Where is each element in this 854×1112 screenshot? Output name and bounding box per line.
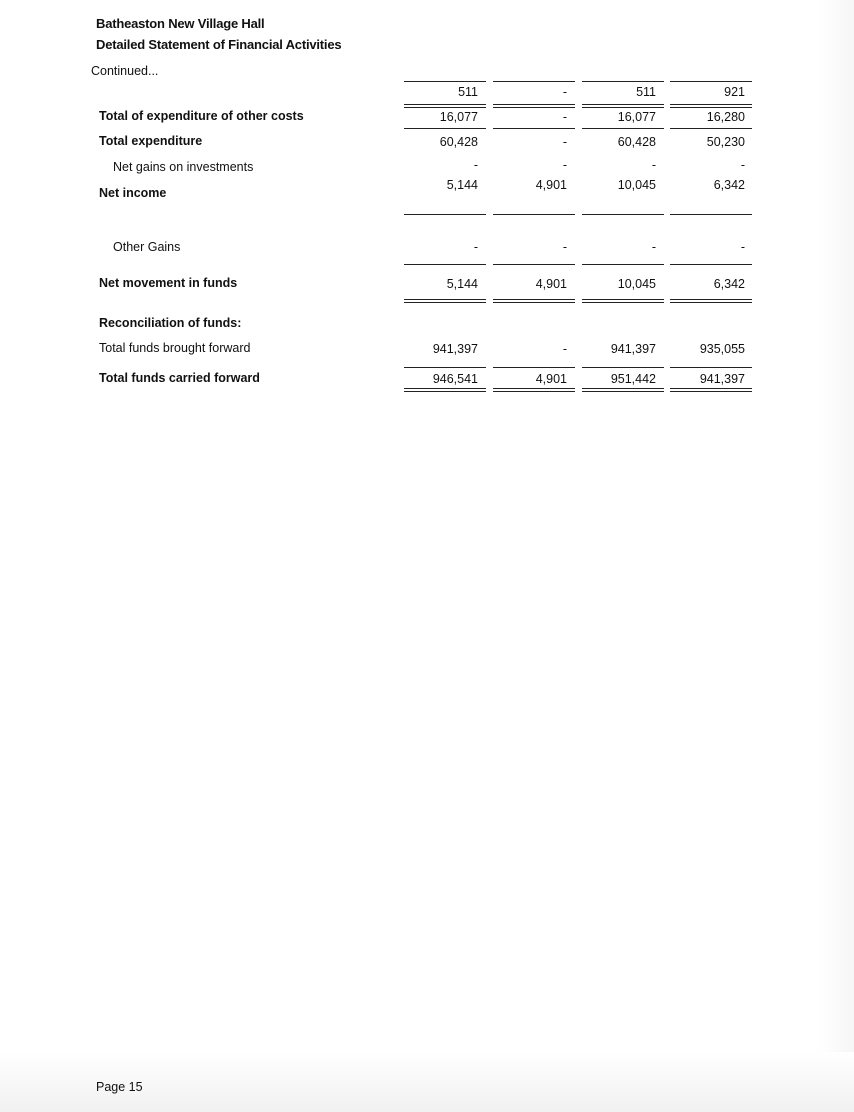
label-total-other-costs: Total of expenditure of other costs <box>99 109 304 123</box>
rule-movement-a-c4 <box>670 299 752 300</box>
rule-net-income-c1 <box>404 214 486 215</box>
cell-net-gains-c2: - <box>562 158 567 172</box>
cell-carried-forward-c4: 941,397 <box>699 372 745 386</box>
rule-double-b-c3 <box>582 107 664 108</box>
rule-double-a-c2 <box>493 104 575 105</box>
rule-movement-a-c1 <box>404 299 486 300</box>
rule-cf-top-c2 <box>493 367 575 368</box>
organisation-name: Batheaston New Village Hall <box>96 16 265 31</box>
rule-other-costs-c3 <box>582 128 664 129</box>
rule-double-b-c1 <box>404 107 486 108</box>
cell-brought-forward-c3: 941,397 <box>610 342 656 356</box>
cell-net-gains-c4: - <box>740 158 745 172</box>
label-total-expenditure: Total expenditure <box>99 134 203 148</box>
rule-movement-a-c3 <box>582 299 664 300</box>
rule-cf-a-c2 <box>493 388 575 389</box>
scan-edge-shade <box>818 0 854 1112</box>
cell-other-gains-c2: - <box>562 240 567 254</box>
cell-net-income-c2: 4,901 <box>535 178 567 192</box>
cell-other-gains-c4: - <box>740 240 745 254</box>
rule-net-income-c3 <box>582 214 664 215</box>
label-brought-forward: Total funds brought forward <box>99 341 251 355</box>
rule-other-gains-c2 <box>493 264 575 265</box>
cell-carried-forward-c2: 4,901 <box>535 372 567 386</box>
rule-net-income-c2 <box>493 214 575 215</box>
cell-prev-c2: - <box>562 85 567 99</box>
cell-expenditure-c1: 60,428 <box>439 135 478 149</box>
rule-cf-a-c4 <box>670 388 752 389</box>
cell-net-gains-c3: - <box>651 158 656 172</box>
cell-net-movement-c4: 6,342 <box>713 277 745 291</box>
rule-movement-b-c2 <box>493 302 575 303</box>
rule-double-b-c4 <box>670 107 752 108</box>
label-net-gains: Net gains on investments <box>113 160 254 174</box>
cell-expenditure-c2: - <box>562 135 567 149</box>
rule-double-a-c3 <box>582 104 664 105</box>
rule-cf-a-c1 <box>404 388 486 389</box>
rule-double-a-c1 <box>404 104 486 105</box>
rule-cf-top-c3 <box>582 367 664 368</box>
rule-movement-b-c4 <box>670 302 752 303</box>
cell-net-movement-c3: 10,045 <box>617 277 656 291</box>
rule-cf-top-c4 <box>670 367 752 368</box>
rule-cf-top-c1 <box>404 367 486 368</box>
cell-other-costs-c1: 16,077 <box>439 110 478 124</box>
cell-net-income-c3: 10,045 <box>617 178 656 192</box>
label-other-gains: Other Gains <box>113 240 181 254</box>
label-reconciliation: Reconciliation of funds: <box>99 316 242 330</box>
cell-other-costs-c3: 16,077 <box>617 110 656 124</box>
cell-other-costs-c4: 16,280 <box>706 110 745 124</box>
rule-top-c3 <box>582 81 664 82</box>
rule-double-b-c2 <box>493 107 575 108</box>
cell-brought-forward-c4: 935,055 <box>699 342 745 356</box>
rule-other-costs-c1 <box>404 128 486 129</box>
cell-brought-forward-c2: - <box>562 342 567 356</box>
label-carried-forward: Total funds carried forward <box>99 371 260 385</box>
label-net-movement: Net movement in funds <box>99 276 238 290</box>
rule-other-gains-c1 <box>404 264 486 265</box>
cell-net-income-c1: 5,144 <box>446 178 478 192</box>
rule-cf-a-c3 <box>582 388 664 389</box>
statement-title: Detailed Statement of Financial Activities <box>96 37 342 52</box>
cell-other-gains-c1: - <box>473 240 478 254</box>
rule-double-a-c4 <box>670 104 752 105</box>
rule-other-gains-c3 <box>582 264 664 265</box>
cell-net-movement-c1: 5,144 <box>446 277 478 291</box>
cell-other-gains-c3: - <box>651 240 656 254</box>
rule-movement-b-c1 <box>404 302 486 303</box>
rule-cf-b-c4 <box>670 391 752 392</box>
cell-other-costs-c2: - <box>562 110 567 124</box>
continued-note: Continued... <box>91 64 159 78</box>
rule-cf-b-c1 <box>404 391 486 392</box>
cell-expenditure-c4: 50,230 <box>706 135 745 149</box>
rule-top-c2 <box>493 81 575 82</box>
rule-movement-a-c2 <box>493 299 575 300</box>
rule-cf-b-c2 <box>493 391 575 392</box>
cell-prev-c3: 511 <box>636 85 656 99</box>
cell-carried-forward-c3: 951,442 <box>610 372 656 386</box>
cell-brought-forward-c1: 941,397 <box>432 342 478 356</box>
label-net-income: Net income <box>99 186 167 200</box>
cell-net-movement-c2: 4,901 <box>535 277 567 291</box>
cell-net-income-c4: 6,342 <box>713 178 745 192</box>
rule-cf-b-c3 <box>582 391 664 392</box>
cell-prev-c4: 921 <box>724 85 745 99</box>
rule-movement-b-c3 <box>582 302 664 303</box>
rule-other-costs-c4 <box>670 128 752 129</box>
cell-carried-forward-c1: 946,541 <box>432 372 478 386</box>
rule-top-c4 <box>670 81 752 82</box>
rule-net-income-c4 <box>670 214 752 215</box>
rule-top-c1 <box>404 81 486 82</box>
cell-expenditure-c3: 60,428 <box>617 135 656 149</box>
cell-prev-c1: 511 <box>458 85 478 99</box>
rule-other-costs-c2 <box>493 128 575 129</box>
rule-other-gains-c4 <box>670 264 752 265</box>
page-number: Page 15 <box>96 1080 143 1094</box>
cell-net-gains-c1: - <box>473 158 478 172</box>
